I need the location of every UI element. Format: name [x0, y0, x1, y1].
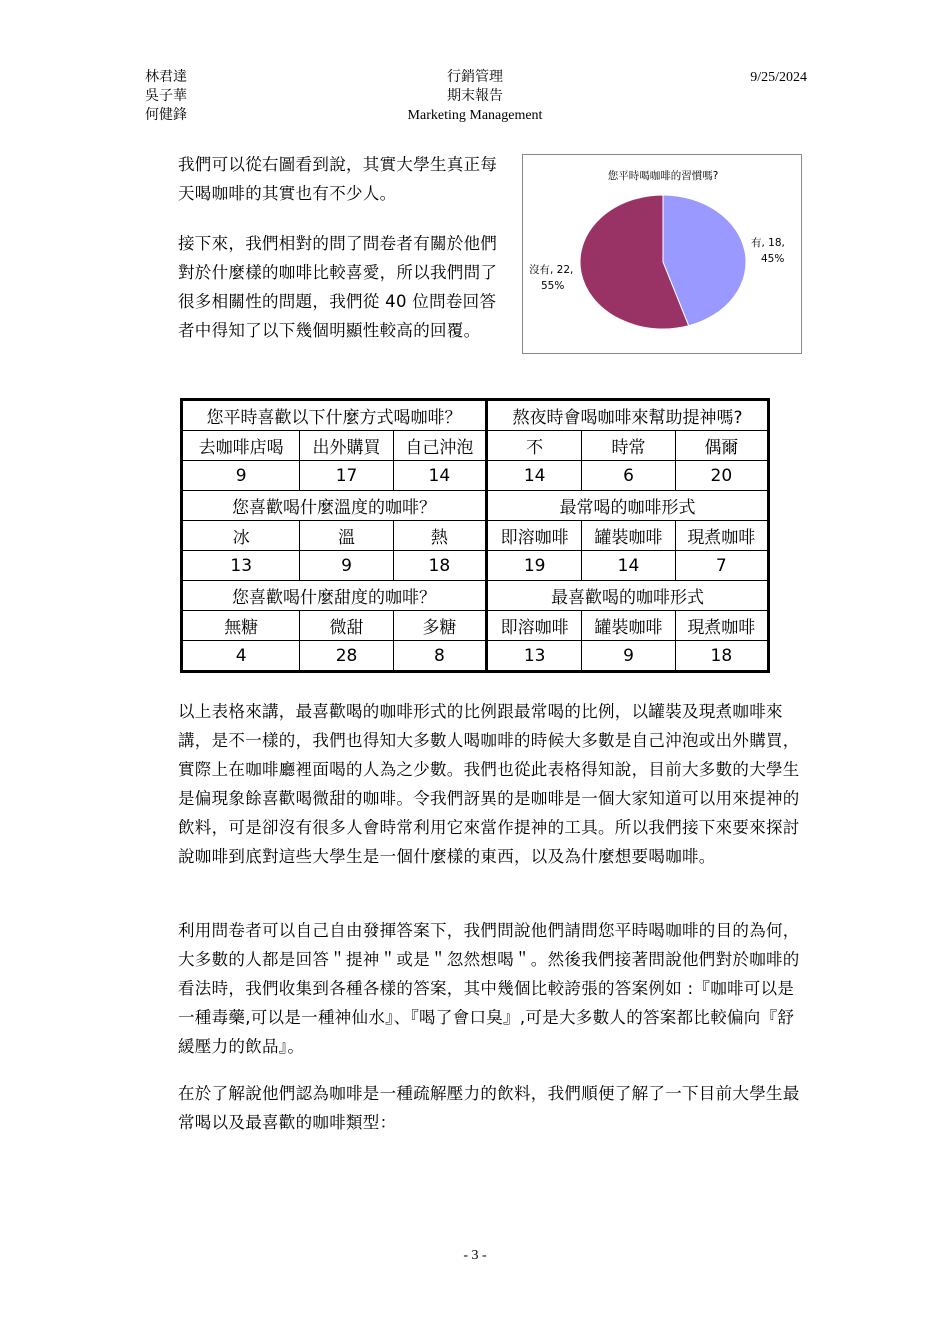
option-count: 9 — [182, 461, 300, 491]
option-count: 7 — [675, 551, 768, 581]
pie-chart-svg — [523, 155, 801, 353]
report-title: 期末報告 — [447, 88, 503, 104]
table-value-row — [182, 641, 769, 672]
question-title: 您平時喜歡以下什麼方式喝咖啡？ — [182, 400, 487, 431]
question-title: 熬夜時會喝咖啡來幫助提神嗎? — [487, 400, 769, 431]
table-header-row — [182, 431, 769, 461]
body-paragraph-3: 在於了解說他們認為咖啡是一種疏解壓力的飲料，我們順便了解了一下目前大學生最常喝以及最喜歡的咖啡類型： — [178, 1084, 800, 1132]
chart-title: 您平時喝咖啡的習慣嗎? — [607, 170, 719, 182]
question-title: 最常喝的咖啡形式 — [487, 491, 769, 521]
option-header: 無糖 — [182, 611, 300, 641]
option-count: 4 — [182, 641, 300, 672]
question-title: 最喜歡喝的咖啡形式 — [487, 581, 769, 611]
table-value-row — [182, 461, 769, 491]
option-header: 即溶咖啡 — [487, 611, 582, 641]
slice-percent-yes: 45% — [761, 253, 785, 265]
option-header: 罐裝咖啡 — [582, 611, 675, 641]
option-header: 現煮咖啡 — [675, 611, 768, 641]
course-title-en: Marketing Management — [407, 108, 543, 123]
option-count: 8 — [393, 641, 486, 672]
option-header: 多糖 — [393, 611, 486, 641]
option-count: 14 — [487, 461, 582, 491]
table-header-row — [182, 611, 769, 641]
intro-paragraph-1: 我們可以從右圖看到說，其實大學生真正每天喝咖啡的其實也有不少人。 — [178, 155, 498, 203]
option-count: 18 — [393, 551, 486, 581]
option-count: 13 — [182, 551, 300, 581]
author-3: 何健鋒 — [145, 107, 187, 123]
option-header: 熱 — [393, 521, 486, 551]
option-count: 9 — [582, 641, 675, 672]
table-header-row — [182, 521, 769, 551]
slice-label-no: 沒有, 22, — [529, 264, 574, 276]
option-count: 28 — [300, 641, 393, 672]
author-2: 吳子華 — [145, 88, 187, 104]
survey-table — [180, 398, 770, 673]
header-date: 9/25/2024 — [750, 70, 807, 85]
course-title: 行銷管理 — [447, 69, 503, 85]
option-count: 14 — [582, 551, 675, 581]
question-title: 您喜歡喝什麼甜度的咖啡？ — [182, 581, 487, 611]
option-count: 6 — [582, 461, 675, 491]
table-title-row — [182, 400, 769, 431]
option-count: 17 — [300, 461, 393, 491]
option-count: 18 — [675, 641, 768, 672]
slice-label-yes: 有, 18, — [751, 237, 785, 249]
option-header: 罐裝咖啡 — [582, 521, 675, 551]
option-header: 去咖啡店喝 — [182, 431, 300, 461]
option-header: 冰 — [182, 521, 300, 551]
body-paragraph-1: 以上表格來講，最喜歡喝的咖啡形式的比例跟最常喝的比例，以罐裝及現煮咖啡來講，是不一樣的，我們也得知大多數人喝咖啡的時候大多數是自己沖泡或出外購買，實際上在咖啡廳裡面喝的人為之少數。我們也從此表格得知說，目前大多數的大學生是偏現象餘喜歡喝微甜的咖啡。令我們訝異的是咖啡是一個大家知道可以用來提神的飲料，可是卻沒有很多人會時常利用它來當作提神的工具。所以我們接下來要來探討說咖啡到底對這些大學生是一個什麼樣的東西，以及為什麼想要喝咖啡。 — [178, 702, 800, 866]
header-center — [0, 68, 950, 125]
option-count: 20 — [675, 461, 768, 491]
option-header: 微甜 — [300, 611, 393, 641]
intro-paragraph-2: 接下來，我們相對的問了問卷者有關於他們對於什麼樣的咖啡比較喜愛，所以我們問了很多相關性的問題，我們從 40 位問卷回答者中得知了以下幾個明顯性較高的回覆。 — [178, 234, 498, 340]
question-title: 您喜歡喝什麼溫度的咖啡？ — [182, 491, 487, 521]
author-1: 林君達 — [145, 69, 187, 85]
table-title-row — [182, 491, 769, 521]
option-count: 13 — [487, 641, 582, 672]
option-count: 19 — [487, 551, 582, 581]
pie-chart — [522, 154, 802, 354]
page-number: - 3 - — [463, 1248, 487, 1263]
table-title-row — [182, 581, 769, 611]
option-count: 9 — [300, 551, 393, 581]
option-header: 不 — [487, 431, 582, 461]
option-header: 偶爾 — [675, 431, 768, 461]
option-header: 溫 — [300, 521, 393, 551]
slice-percent-no: 55% — [541, 280, 565, 292]
table-value-row — [182, 551, 769, 581]
option-header: 現煮咖啡 — [675, 521, 768, 551]
option-header: 即溶咖啡 — [487, 521, 582, 551]
body-paragraph-2: 利用問卷者可以自己自由發揮答案下，我們問說他們請問您平時喝咖啡的目的為何，大多數的人都是回答＂提神＂或是＂忽然想喝＂。然後我們接著問說他們對於咖啡的看法時，我們收集到各種各樣的答案，其中幾個比較誇張的答案例如 :『咖啡可以是一種毒藥,可以是一種神仙水』、『喝了會口臭』,可是大多數人的答案都比較偏向『舒緩壓力的飲品』。 — [178, 921, 800, 1056]
option-header: 出外購買 — [300, 431, 393, 461]
option-header: 時常 — [582, 431, 675, 461]
option-count: 14 — [393, 461, 486, 491]
option-header: 自己沖泡 — [393, 431, 486, 461]
